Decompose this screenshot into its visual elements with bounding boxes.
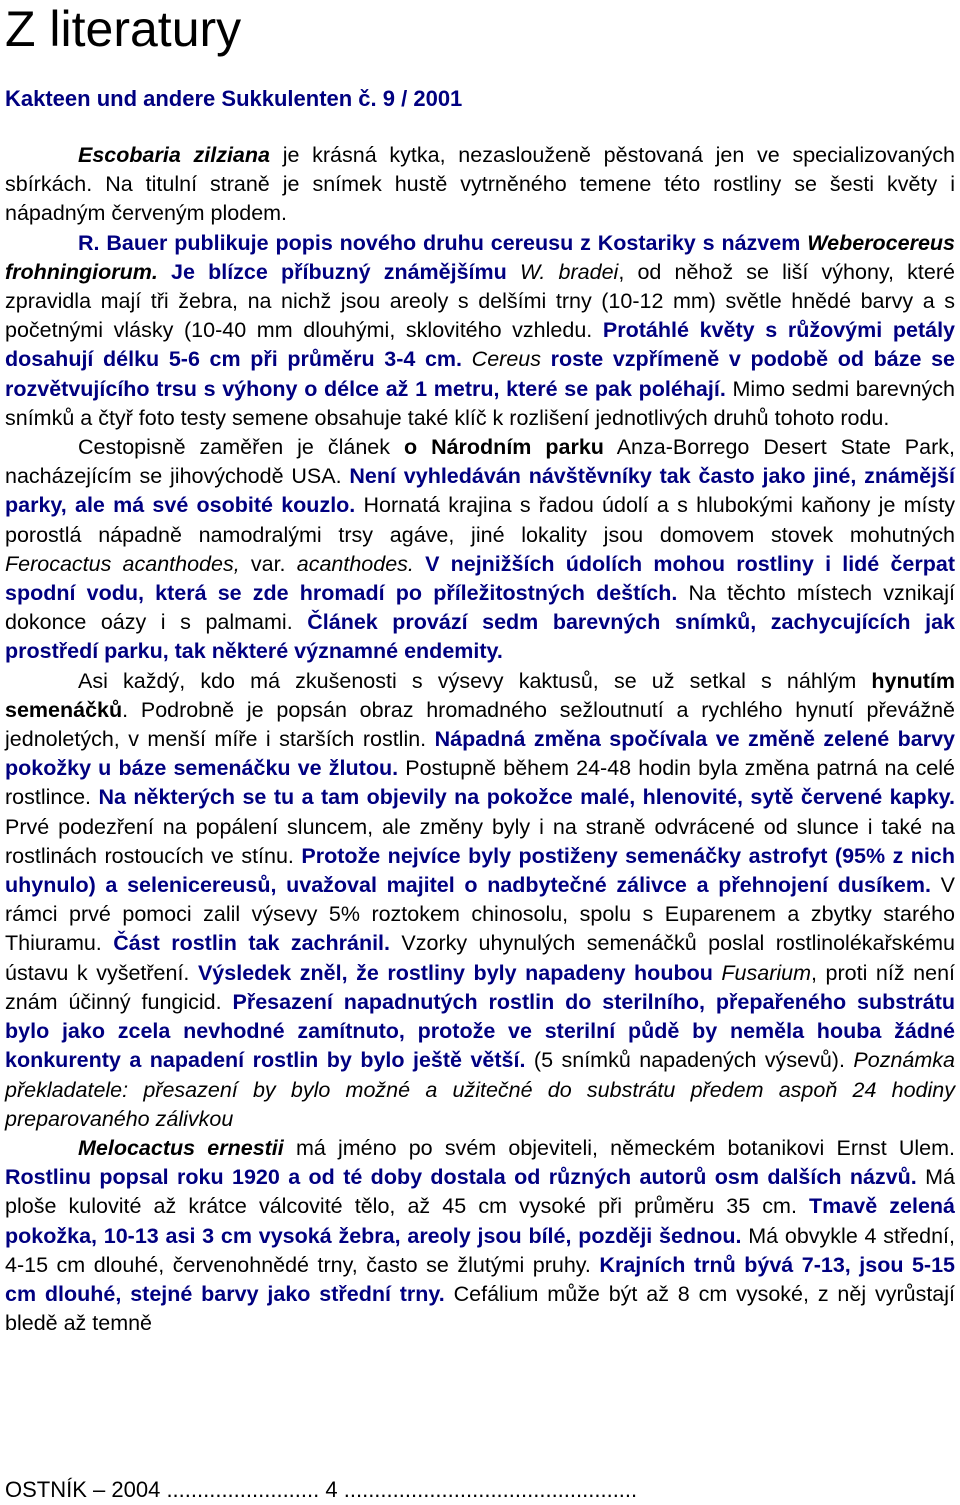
text-segment: Asi každý, kdo má zkušenosti s výsevy kaktusů, se už setkal s náhlým xyxy=(78,668,872,693)
text-segment: Hornatá krajina s řadou údolí a s hlubokými kaňony je místy porostlá nápadně namodralými trsy agáve, jiné lokality jsou domovem stovek mohutných xyxy=(5,493,955,547)
text-segment: Ferocactus acanthodes, xyxy=(5,551,240,576)
text-segment: Nápadná změna spočívala ve změně zelené barvy pokožky u báze semenáčku ve žlutou. xyxy=(5,727,955,781)
text-segment: o Národním parku xyxy=(403,435,604,460)
text-segment: hynutím semenáčků xyxy=(5,668,955,722)
text-segment: Poznámka překladatele: přesazení by bylo možné a užitečné do substrátu předem aspoň 24 hodiny preparovaného zálivkou xyxy=(5,1048,955,1131)
text-segment: acanthodes. xyxy=(296,551,414,576)
text-segment: R. Bauer publikuje popis nového druhu cereusu z Kostariky s názvem xyxy=(78,230,808,255)
source-citation: Kakteen und andere Sukkulenten č. 9 / 2001 xyxy=(5,86,463,111)
text-segment: V nejnižších údolích mohou rostliny i lidé čerpat spodní vodu, která se zde hromadí po příležitostných deštích. xyxy=(5,551,955,606)
footer-magazine: OSTNÍK – 2004 xyxy=(5,1477,161,1502)
text-segment: Escobaria zilziana xyxy=(78,143,270,167)
text-segment: Výsledek zněl, že rostliny byly napadeny houbou xyxy=(197,960,722,985)
footer-dots-left: ......................... xyxy=(166,1477,320,1502)
text-segment: Je blízce příbuzný známějšímu xyxy=(157,259,520,284)
text-segment: Rostlinu popsal roku 1920 a od té doby dostala od různých autorů osm dalších názvů. xyxy=(5,1165,926,1190)
text-segment: Melocactus ernestii xyxy=(78,1135,284,1160)
text-segment: Prvé podezření na popálení sluncem, ale změny byly i na straně odvrácené od slunce i také na rostlinách rostoucích ve stínu. xyxy=(5,814,955,868)
text-segment: Tmavě zelená pokožka, 10-13 asi 3 cm vysoká žebra, areoly jsou bílé, později šednou. xyxy=(5,1194,955,1248)
text-segment: roste vzpřímeně v podobě od báze se rozvětvujícího trsu s výhony o délce až 1 metru, které se pak poléhají. xyxy=(5,347,955,401)
paragraph-melocactus xyxy=(5,1134,955,1338)
text-segment: Krajních trnů bývá 7-13, jsou 5-15 cm dlouhé, stejné barvy jako střední trny. xyxy=(5,1252,955,1306)
paragraph-anza-borrego xyxy=(5,433,955,667)
text-segment: Má ploše kulovité až krátce válcovité tělo, až 45 cm vysoké při průměru 35 cm. xyxy=(5,1165,955,1219)
text-segment: Fusarium xyxy=(721,960,812,985)
paragraph-escobaria xyxy=(5,141,955,229)
text-segment: Protože nejvíce byly postiženy semenáčky astrofyt (95% z nich uhynulo) a selenicereusů, uvažoval majitel o nadbytečné zálivce a přehnojení dusíkem. xyxy=(5,843,955,898)
text-segment: Na těchto místech vznikají dokonce oázy i s palmami. xyxy=(5,581,955,635)
text-segment: má jméno po svém objeviteli, německém botanikovi Ernst Ulem. xyxy=(283,1135,956,1160)
paragraph-weberocereus xyxy=(5,229,955,433)
text-segment: Má obvykle 4 střední, 4-15 cm dlouhé, červenohnědé trny, často se žlutými pruhy. xyxy=(5,1223,955,1277)
text-segment: var. xyxy=(239,551,297,576)
text-segment: Přesazení napadnutých rostlin do sterilního, přepařeného substrátu bylo jako zcela nevhodné zamítnuto, protože ve sterilní půdě by neměla houba žádné konkurenty a napadení rostlin by bylo ještě větší. xyxy=(5,989,955,1073)
text-segment: V rámci prvé pomoci zalil výsevy 5% roztokem chinosolu, spolu s Euparenem a zbytky starého Thiuramu. xyxy=(5,873,955,956)
text-segment: Mimo sedmi barevných snímků a čtyř foto testy semene obsahuje také klíč k rozlišení jednotlivých druhů tohoto rodu. xyxy=(5,376,956,430)
text-segment: Cereus xyxy=(471,347,541,372)
text-segment: (5 snímků napadených výsevů). xyxy=(533,1048,854,1073)
article-body xyxy=(5,141,955,1338)
page-title: Z literatury xyxy=(5,1,242,57)
text-segment: Cefálium může být až 8 cm vysoké, z něj vyrůstají bledě až temně xyxy=(5,1281,955,1336)
text-segment: , proti níž není znám účinný fungicid. xyxy=(5,960,955,1014)
text-segment: Weberocereus frohningiorum. xyxy=(5,230,955,284)
text-segment: W. bradei xyxy=(519,259,619,284)
text-segment: Protáhlé květy s růžovými petály dosahují délku 5-6 cm při průměru 3-4 cm. xyxy=(5,318,955,372)
paragraph-hynuti xyxy=(5,667,955,1134)
text-segment: Není vyhledáván návštěvníky tak často jako jiné, známější parky, ale má své osobité kouzlo. xyxy=(5,464,955,518)
text-segment: Část rostlin tak zachránil. xyxy=(113,931,402,956)
text-segment: Článek provází sedm barevných snímků, zachycujících jak prostředí parku, tak některé významné endemity. xyxy=(5,610,956,664)
text-segment: Na některých se tu a tam objevily na pokožce malé, hlenovité, sytě červené kapky. xyxy=(98,785,955,810)
text-segment: Cestopisně zaměřen je článek xyxy=(78,435,404,460)
text-segment: Vzorky uhynulých semenáčků poslal rostlinolékařskému ústavu k vyšetření. xyxy=(5,931,955,985)
text-segment: je krásná kytka, nezaslouženě pěstovaná jen ve specializovaných sbírkách. Na titulní straně je snímek hustě vytrněného temene této rostliny se šesti květy i nápadným červeným plodem. xyxy=(5,143,955,226)
footer-dots-right: ................................................ xyxy=(343,1477,638,1502)
text-segment: , od něhož se liší výhony, které zpravidla mají tři žebra, na nichž jsou areoly s delšími trny (10-12 mm) světle hnědé barvy a s početnými vlásky (10-40 mm dlouhými, sklovitého vzhledu. xyxy=(5,259,955,343)
page-number: 4 xyxy=(325,1477,338,1502)
text-segment: . Podrobně je popsán obraz hromadného sežloutnutí a rychlého hynutí převážně jednoletých, v menší míře i starších rostlin. xyxy=(5,697,955,752)
text-segment: Anza-Borrego Desert State Park, nacházejícím se jihovýchodě USA. xyxy=(5,435,955,489)
text-segment: Postupně během 24-48 hodin byla změna patrná na celé rostlince. xyxy=(5,756,956,810)
page-footer xyxy=(5,1477,637,1503)
